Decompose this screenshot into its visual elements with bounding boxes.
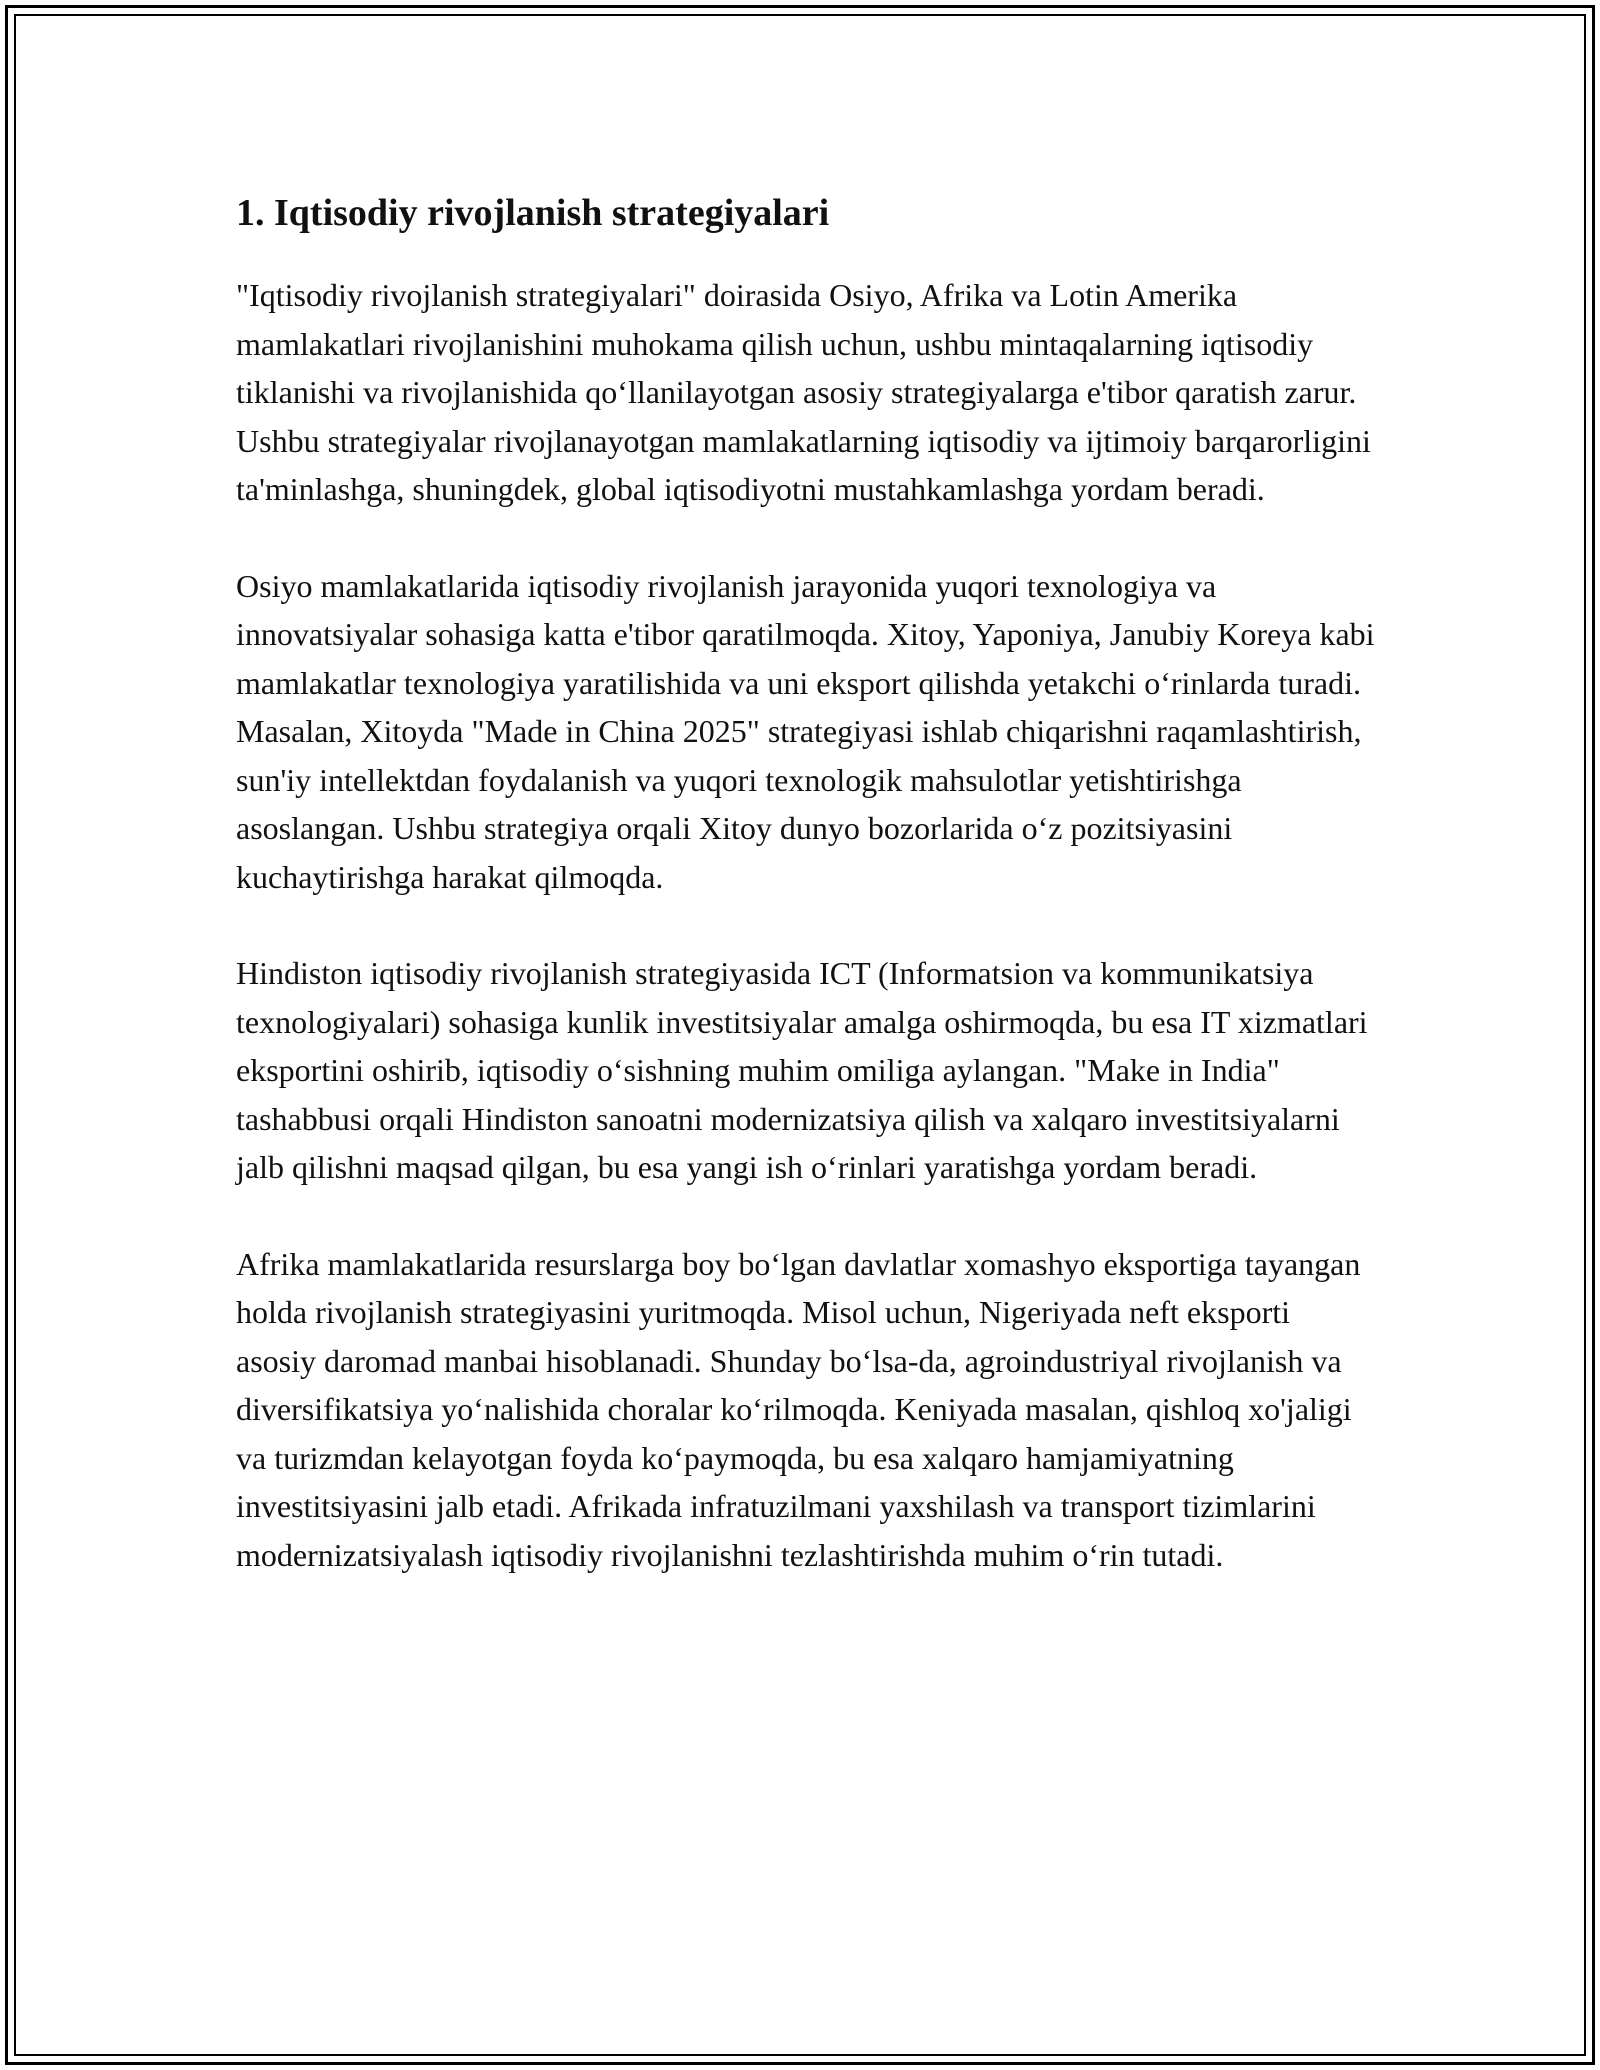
paragraph-africa: Afrika mamlakatlarida resurslarga boy bo‘lgan davlatlar xomashyo eksportiga tayangan holda rivojlanish strategiyasini yuritmoqda. Misol uchun, Nigeriyada neft eksporti asosiy daromad manbai hisoblanadi. Shunday bo‘lsa-da, agroindustriyal rivojlanish va diversifikatsiya yo‘nalishida choralar ko‘rilmoqda. Keniyada masalan, qishloq xo'jaligi va turizmdan kelayotgan foyda ko‘paymoqda, bu esa xalqaro hamjamiyatning investitsiyasini jalb etadi. Afrikada infratuzilmani yaxshilash va transport tizimlarini modernizatsiyalash iqtisodiy rivojlanishni tezlashtirishda muhim o‘rin tutadi.: [236, 1245, 1361, 1573]
paragraph-india: Hindiston iqtisodiy rivojlanish strategiyasida ICT (Informatsion va kommunikatsiya texnologiyalari) sohasiga kunlik investitsiyalar amalga oshirmoqda, bu esa IT xizmatlari eksportini oshirib, iqtisodiy o‘sishning muhim omiliga aylangan. "Make in India" tashabbusi orqali Hindiston sanoatni modernizatsiya qilish va xalqaro investitsiyalarni jalb qilishni maqsad qilgan, bu esa yangi ish o‘rinlari yaratishga yordam beradi.: [236, 955, 1368, 1185]
paragraph-asia: Osiyo mamlakatlarida iqtisodiy rivojlanish jarayonida yuqori texnologiya va innovatsiyalar sohasiga katta e'tibor qaratilmoqda. Xitoy, Yaponiya, Janubiy Koreya kabi mamlakatlar texnologiya yaratilishida va uni eksport qilishda yetakchi o‘rinlarda turadi. Masalan, Xitoyda "Made in China 2025" strategiyasi ishlab chiqarishni raqamlashtirish, sun'iy intellektdan foydalanish va yuqori texnologik mahsulotlar yetishtirishga asoslangan. Ushbu strategiya orqali Xitoy dunyo bozorlarida o‘z pozitsiyasini kuchaytirishga harakat qilmoqda.: [236, 567, 1375, 895]
document-body: [236, 185, 1376, 1627]
paragraph-intro: "Iqtisodiy rivojlanish strategiyalari" doirasida Osiyo, Afrika va Lotin Amerika mamlakatlari rivojlanishini muhokama qilish uchun, ushbu mintaqalarning iqtisodiy tiklanishi va rivojlanishida qo‘llanilayotgan asosiy strategiyalarga e'tibor qaratish zarur. Ushbu strategiyalar rivojlanayotgan mamlakatlarning iqtisodiy va ijtimoiy barqarorligini ta'minlashga, shuningdek, global iqtisodiyotni mustahkamlashga yordam beradi.: [236, 277, 1371, 507]
section-title: 1. Iqtisodiy rivojlanish strategiyalari: [236, 192, 830, 234]
